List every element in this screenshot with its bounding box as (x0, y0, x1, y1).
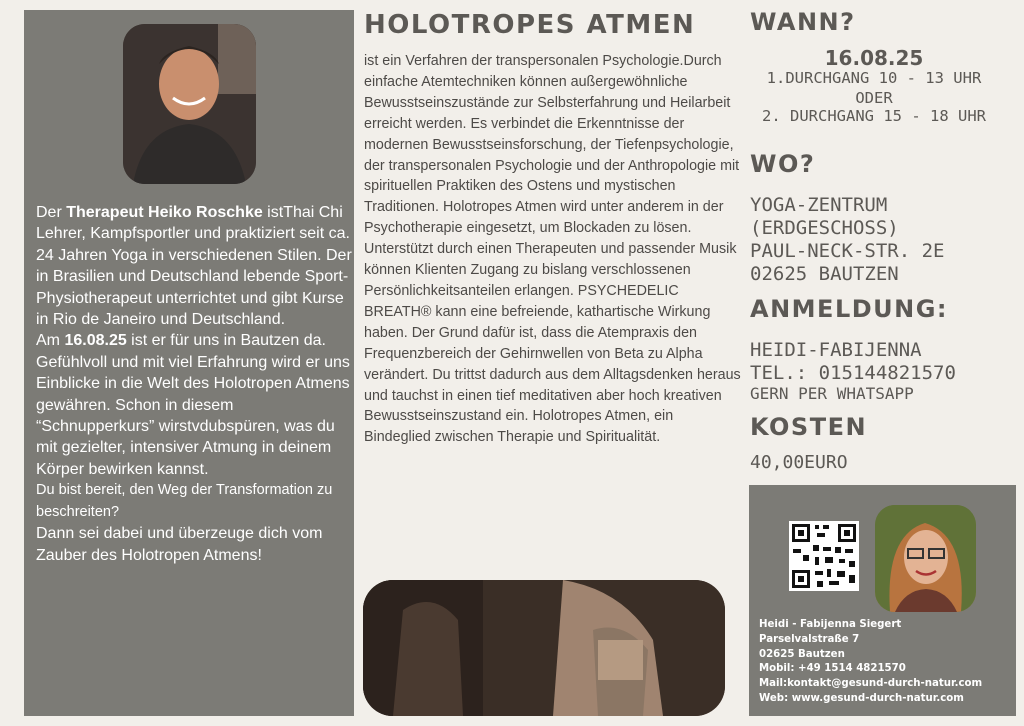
registration-heading: ANMELDUNG: (750, 295, 949, 323)
therapist-intro: Der Therapeut Heiko Roschke istThai Chi Lehrer, Kampfsportler und praktiziert seit ca. 24 Jahren Yoga in verschiedenen Stilen. Der in Brasilien und Deutschland lebende Sport-Physiotherapeut unterrichtet und gibt Kurse in Rio de Janeiro und Deutschland. (36, 204, 352, 329)
contact-email[interactable]: Mail:kontakt@gesund-durch-natur.com (759, 678, 983, 690)
when-heading: WANN? (750, 8, 856, 36)
contact-city: 02625 Bautzen (759, 648, 845, 660)
where-heading: WO? (750, 150, 816, 178)
qr-code-icon[interactable] (789, 521, 859, 591)
main-title: HOLOTROPES ATMEN (364, 10, 696, 40)
venue-line-1: YOGA-ZENTRUM (750, 194, 888, 216)
session-or: ODER (855, 89, 893, 107)
therapist-photo (123, 24, 256, 184)
session-1: 1.DURCHGANG 10 - 13 UHR (766, 69, 982, 87)
venue-line-4: 02625 BAUTZEN (750, 263, 899, 285)
venue-line-3: PAUL-NECK-STR. 2E (750, 240, 945, 262)
therapist-date-info: Am 16.08.25 ist er für uns in Bautzen da. Gefühlvoll und mit viel Erfahrung wird er uns Einblicke in die Welt des Holotropen Atmens gewähren. Schon in diesem “Schnupperkurs” wirstvdubspüren, was du mit gezielter, intensiver Atmung in deinem Körper bewirken kannst. (36, 332, 350, 478)
contact-street: Parselvalstraße 7 (759, 633, 860, 645)
event-date: 16.08.25 (824, 46, 924, 70)
breathing-photo (363, 580, 725, 716)
session-2: 2. DURCHGANG 15 - 18 UHR (762, 107, 986, 125)
organizer-photo (875, 505, 976, 612)
contact-phone: Mobil: +49 1514 4821570 (759, 663, 906, 675)
invitation-text: Dann sei dabei und überzeuge dich vom Zauber des Holotropen Atmens! (36, 525, 323, 564)
registration-phone: TEL.: 015144821570 (750, 362, 956, 384)
registration-whatsapp: GERN PER WHATSAPP (750, 384, 914, 403)
contact-box (749, 485, 1016, 716)
cost-value: 40,00EURO (750, 452, 848, 473)
contact-name: Heidi - Fabijenna Siegert (759, 619, 902, 630)
main-description: ist ein Verfahren der transpersonalen Psychologie.Durch einfache Atemtechniken können außergewöhnliche Bewusstseinszustände zur Selbsterfahrung und Heilarbeit erreicht werden. Es verbindet die Erkenntnisse der modernen Bewusstseinsforschung, der Tiefenpsychologie, der transpersonalen Psychologie und der Anthropologie mit spirituellen Praktiken des Ostens und mystischen Traditionen. Holotropes Atmen wird unter anderem in der Psychotherapie eingesetzt, um Blockaden zu lösen. Unterstützt durch einen Therapeuten und passender Musik können Klienten Zugang zu bislang verschlossenen Persönlichkeitsanteilen erlangen. PSYCHEDELIC BREATH® kann eine befreiende, kathartische Wirkung haben. Der Grund dafür ist, dass die Atempraxis den Frequenzbereich der Gehirnwellen von Beta zu Alpha verändert. Du trittst dadurch aus dem Alltagsdenken heraus und tauchst in einen tief meditativen aber hoch kreativen Bewusstseinszustand ein. Holotropes Atmen, ein Bindeglied zwischen Therapie und Spiritualität. (364, 53, 741, 446)
cost-heading: KOSTEN (750, 413, 868, 441)
contact-website[interactable]: Web: www.gesund-durch-natur.com (759, 692, 964, 704)
therapist-description (36, 202, 352, 566)
transformation-question: Du bist bereit, den Weg der Transformation zu beschreiten? (36, 482, 333, 520)
venue-line-2: (ERDGESCHOSS) (750, 217, 899, 239)
therapist-panel (24, 10, 354, 716)
contact-details (759, 618, 1014, 707)
registration-name: HEIDI-FABIJENNA (750, 339, 922, 361)
